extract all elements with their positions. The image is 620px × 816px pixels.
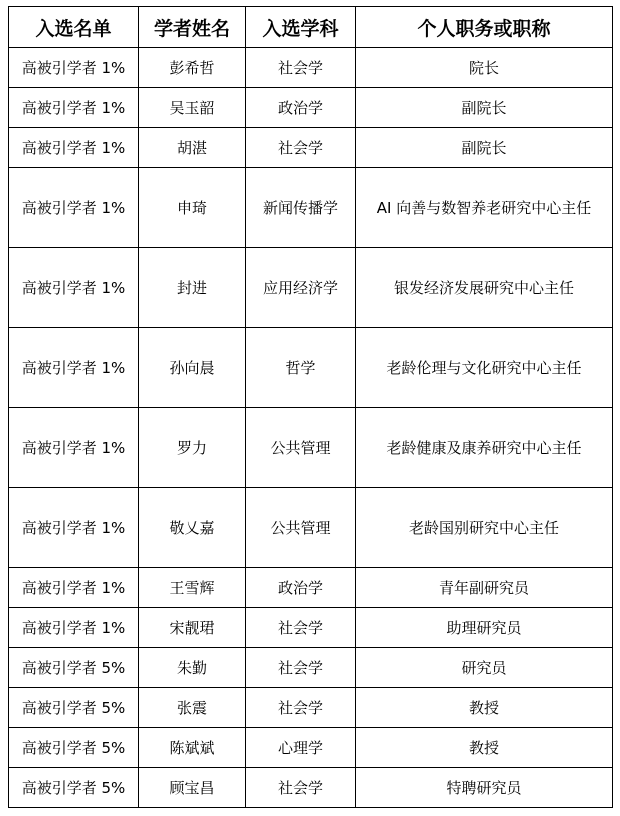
scholar-table [8,6,613,808]
table-row [9,768,613,808]
cell-list: 高被引学者 1% [9,248,139,328]
cell-position: 研究员 [356,648,613,688]
cell-position: 银发经济发展研究中心主任 [356,248,613,328]
cell-position: 院长 [356,48,613,88]
cell-scholar-name: 朱勤 [139,648,246,688]
cell-discipline: 社会学 [246,128,356,168]
table-row [9,328,613,408]
cell-scholar-name: 吴玉韶 [139,88,246,128]
table-row [9,248,613,328]
cell-discipline: 政治学 [246,88,356,128]
cell-discipline: 社会学 [246,608,356,648]
cell-position: 副院长 [356,128,613,168]
table-row [9,608,613,648]
table-row [9,648,613,688]
cell-scholar-name: 罗力 [139,408,246,488]
cell-discipline: 社会学 [246,48,356,88]
table-row [9,128,613,168]
cell-discipline: 社会学 [246,648,356,688]
table-body [9,48,613,808]
cell-discipline: 政治学 [246,568,356,608]
cell-list: 高被引学者 1% [9,168,139,248]
cell-list: 高被引学者 1% [9,128,139,168]
cell-scholar-name: 封进 [139,248,246,328]
cell-list: 高被引学者 1% [9,88,139,128]
cell-scholar-name: 陈斌斌 [139,728,246,768]
cell-list: 高被引学者 1% [9,608,139,648]
cell-discipline: 社会学 [246,688,356,728]
cell-discipline: 应用经济学 [246,248,356,328]
cell-position: AI 向善与数智养老研究中心主任 [356,168,613,248]
cell-discipline: 哲学 [246,328,356,408]
table-header-row [9,7,613,48]
table-row [9,488,613,568]
table-row [9,728,613,768]
table-row [9,168,613,248]
cell-position: 青年副研究员 [356,568,613,608]
cell-scholar-name: 彭希哲 [139,48,246,88]
cell-scholar-name: 敬乂嘉 [139,488,246,568]
cell-position: 老龄国别研究中心主任 [356,488,613,568]
cell-list: 高被引学者 5% [9,688,139,728]
cell-scholar-name: 孙向晨 [139,328,246,408]
table-row [9,48,613,88]
cell-discipline: 公共管理 [246,488,356,568]
table-row [9,408,613,488]
cell-scholar-name: 宋靓珺 [139,608,246,648]
table-row [9,568,613,608]
cell-discipline: 新闻传播学 [246,168,356,248]
cell-scholar-name: 王雪辉 [139,568,246,608]
cell-list: 高被引学者 5% [9,768,139,808]
cell-list: 高被引学者 1% [9,48,139,88]
cell-list: 高被引学者 5% [9,648,139,688]
table-row [9,688,613,728]
cell-discipline: 社会学 [246,768,356,808]
cell-position: 副院长 [356,88,613,128]
scholar-table-container [8,6,613,808]
cell-list: 高被引学者 1% [9,568,139,608]
header-list: 入选名单 [9,7,139,48]
cell-position: 教授 [356,728,613,768]
cell-position: 助理研究员 [356,608,613,648]
cell-list: 高被引学者 1% [9,408,139,488]
cell-position: 教授 [356,688,613,728]
cell-scholar-name: 申琦 [139,168,246,248]
cell-list: 高被引学者 1% [9,488,139,568]
cell-discipline: 公共管理 [246,408,356,488]
header-position: 个人职务或职称 [356,7,613,48]
cell-list: 高被引学者 1% [9,328,139,408]
cell-position: 老龄伦理与文化研究中心主任 [356,328,613,408]
cell-scholar-name: 顾宝昌 [139,768,246,808]
cell-discipline: 心理学 [246,728,356,768]
header-name: 学者姓名 [139,7,246,48]
cell-scholar-name: 张震 [139,688,246,728]
cell-position: 老龄健康及康养研究中心主任 [356,408,613,488]
header-discipline: 入选学科 [246,7,356,48]
cell-scholar-name: 胡湛 [139,128,246,168]
cell-position: 特聘研究员 [356,768,613,808]
cell-list: 高被引学者 5% [9,728,139,768]
table-row [9,88,613,128]
